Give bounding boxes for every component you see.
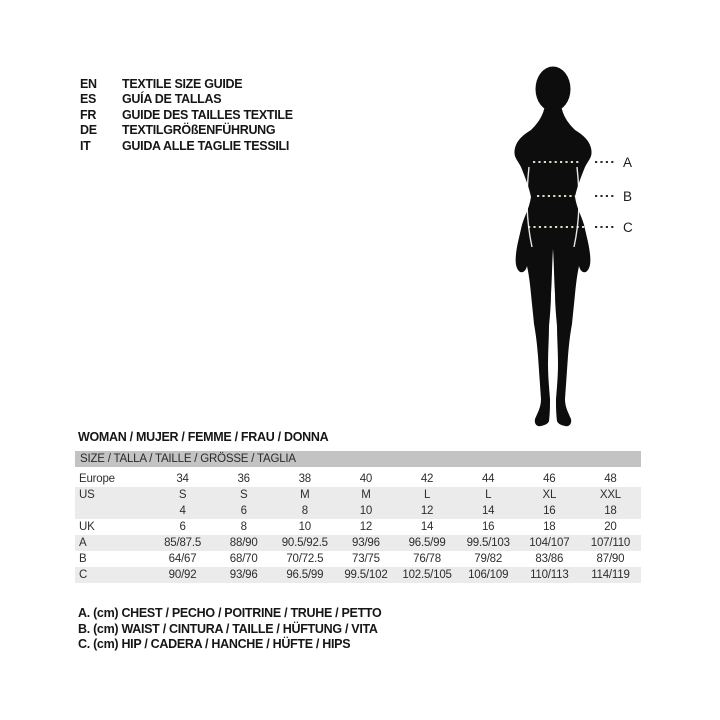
- size-value-cell: 38: [298, 473, 312, 485]
- size-value-cell: L: [485, 489, 492, 501]
- size-value-cell: 93/96: [229, 569, 258, 581]
- size-value-cell: 44: [481, 473, 495, 485]
- size-value-cell: 73/75: [352, 553, 380, 565]
- size-value-cell: 18: [543, 521, 556, 533]
- size-row-label: Europe: [79, 473, 115, 485]
- language-guide-title: GUIDA ALLE TAGLIE TESSILI: [122, 138, 290, 153]
- language-code: ES: [80, 92, 97, 107]
- size-value-cell: 34: [176, 473, 189, 485]
- size-value-cell: 40: [359, 473, 373, 485]
- size-value-cell: 16: [481, 521, 495, 533]
- size-value-cell: 10: [298, 521, 312, 533]
- woman-silhouette-svg: [477, 55, 647, 435]
- size-value-cell: 88/90: [229, 537, 258, 549]
- language-guide-title: GUIDE DES TAILLES TEXTILE: [122, 107, 293, 122]
- silhouette-body: [514, 105, 591, 426]
- size-value-cell: L: [423, 489, 431, 501]
- size-row-label: A: [79, 537, 87, 549]
- body-measurement-diagram: [477, 55, 647, 435]
- size-value-cell: 6: [240, 505, 247, 517]
- size-value-cell: S: [178, 489, 187, 501]
- size-table-row: [75, 503, 641, 519]
- size-value-cell: 4: [179, 505, 186, 517]
- size-table: [75, 451, 641, 583]
- size-value-cell: XXL: [599, 489, 621, 501]
- size-value-cell: 64/67: [168, 553, 197, 565]
- size-value-cell: 99.5/102: [344, 569, 388, 581]
- size-value-cell: 102.5/105: [402, 569, 452, 581]
- language-guide-title: TEXTILE SIZE GUIDE: [122, 77, 243, 91]
- size-table-row: [75, 487, 641, 503]
- size-value-cell: 83/86: [535, 553, 564, 565]
- size-value-cell: 42: [420, 473, 434, 485]
- measurement-note: B. (cm) WAIST / CINTURA / TAILLE / HÜFTUNG / VITA: [78, 621, 378, 636]
- size-value-cell: 48: [604, 473, 617, 485]
- measurement-note: A. (cm) CHEST / PECHO / POITRINE / TRUHE / PETTO: [78, 606, 382, 620]
- gender-heading: WOMAN / MUJER / FEMME / FRAU / DONNA: [78, 430, 329, 444]
- size-value-cell: 20: [604, 521, 617, 533]
- size-row-label: C: [79, 569, 88, 581]
- size-value-cell: 36: [237, 473, 250, 485]
- language-code: IT: [80, 138, 91, 153]
- size-value-cell: 70/72.5: [286, 553, 324, 565]
- size-value-cell: 99.5/103: [466, 537, 510, 549]
- language-guide-title: GUÍA DE TALLAS: [122, 92, 222, 107]
- measurement-note: C. (cm) HIP / CADERA / HANCHE / HÜFTE / HIPS: [78, 637, 351, 652]
- size-value-cell: 68/70: [229, 553, 258, 565]
- size-value-cell: 85/87.5: [164, 537, 202, 549]
- size-value-cell: 110/113: [530, 569, 569, 581]
- language-row: [80, 92, 293, 107]
- language-list: [80, 77, 293, 154]
- size-row-label: B: [79, 553, 87, 565]
- language-row: [80, 108, 293, 123]
- size-table-row: [75, 551, 641, 567]
- size-value-cell: 12: [359, 521, 373, 533]
- size-value-cell: 14: [420, 521, 434, 533]
- size-value-cell: 90.5/92.5: [281, 537, 328, 549]
- size-value-cell: 76/78: [413, 553, 441, 565]
- size-value-cell: 79/82: [474, 553, 503, 565]
- size-value-cell: 93/96: [352, 537, 380, 549]
- size-table-row: [75, 535, 641, 551]
- size-row-label: US: [79, 489, 95, 501]
- size-table-row: [75, 567, 641, 583]
- size-value-cell: 8: [240, 521, 247, 533]
- size-value-cell: 10: [359, 505, 373, 517]
- size-value-cell: 107/110: [590, 537, 631, 549]
- language-row: [80, 139, 293, 154]
- size-table-row: [75, 471, 641, 487]
- size-value-cell: M: [300, 489, 310, 501]
- size-value-cell: 46: [543, 473, 556, 485]
- size-value-cell: 12: [420, 505, 434, 517]
- waist-line-label: B: [623, 189, 633, 204]
- size-value-cell: 106/109: [468, 569, 509, 581]
- size-value-cell: 96.5/99: [286, 569, 324, 581]
- language-guide-title: TEXTILGRÖßENFÜHRUNG: [122, 123, 276, 138]
- size-value-cell: M: [361, 489, 371, 501]
- size-value-cell: 14: [481, 505, 495, 517]
- size-row-label: [75, 503, 152, 519]
- size-table-row: [75, 519, 641, 535]
- size-value-cell: 104/107: [529, 537, 570, 549]
- language-row: [80, 77, 293, 92]
- measurement-notes: [78, 606, 381, 653]
- language-row: [80, 123, 293, 138]
- size-table-header: SIZE / TALLA / TAILLE / GRÖSSE / TAGLIA: [75, 451, 641, 467]
- size-row-label: UK: [79, 521, 95, 533]
- hip-line-label: C: [623, 220, 633, 235]
- language-code: EN: [80, 77, 97, 91]
- language-code: FR: [80, 107, 97, 122]
- size-value-cell: 96.5/99: [408, 537, 446, 549]
- size-value-cell: S: [239, 489, 248, 501]
- size-value-cell: 16: [543, 505, 556, 517]
- size-value-cell: 90/92: [168, 569, 197, 581]
- size-value-cell: 87/90: [596, 553, 625, 565]
- size-value-cell: 6: [179, 521, 186, 533]
- size-value-cell: XL: [542, 489, 557, 501]
- language-code: DE: [80, 123, 97, 138]
- size-value-cell: 8: [301, 505, 308, 517]
- size-table-body: [75, 471, 641, 583]
- chest-line-label: A: [623, 155, 633, 170]
- size-value-cell: 18: [604, 505, 617, 517]
- size-value-cell: 114/119: [591, 569, 630, 581]
